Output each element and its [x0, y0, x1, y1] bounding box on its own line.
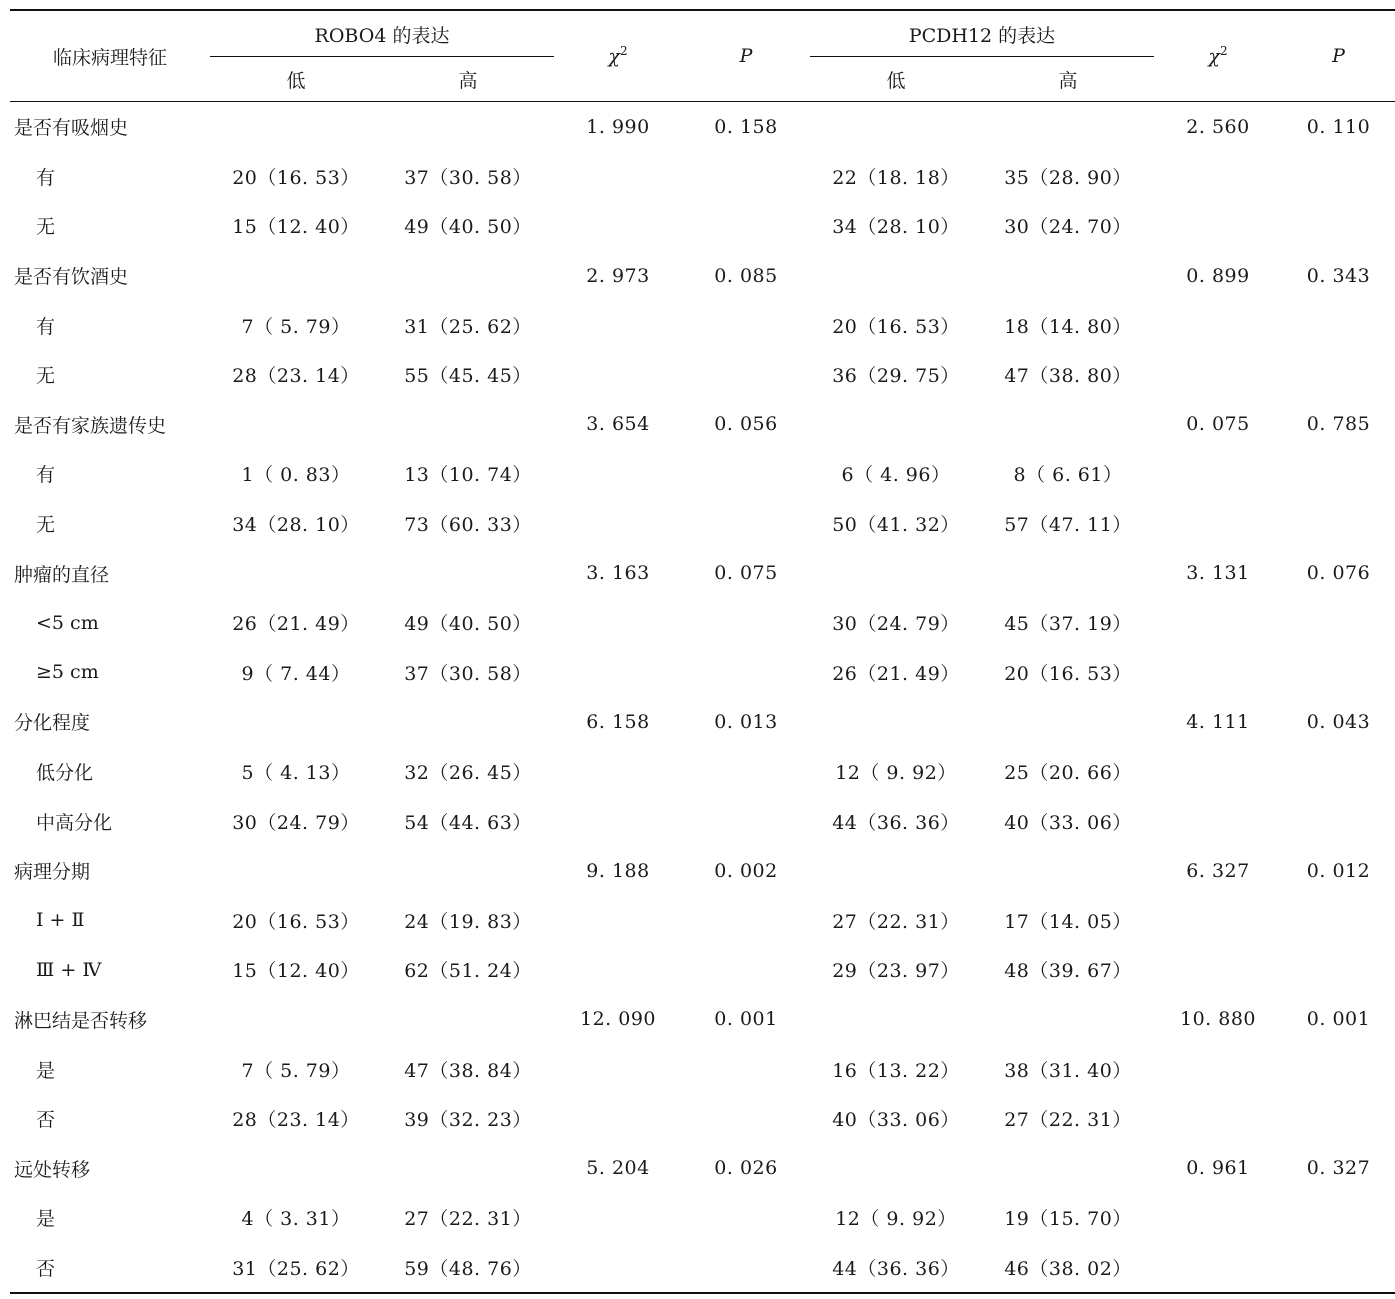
robo4-p-cell — [682, 1243, 810, 1294]
robo4-chi-cell: 12. 090 — [579, 1008, 657, 1031]
pcdh12-low-cell: 6（ 4. 96） — [841, 464, 951, 487]
robo4-chi-cell — [554, 300, 682, 350]
robo4-chi-cell — [554, 1094, 682, 1144]
pcdh12-low-cell: 44（36. 36） — [832, 1257, 960, 1280]
robo4-p-cell — [682, 350, 810, 400]
pcdh12-low-cell: 12（ 9. 92） — [835, 762, 957, 785]
pcdh12-high-cell — [982, 102, 1154, 152]
robo4-high-cell: 13（10. 74） — [404, 464, 532, 487]
robo4-high-cell: 31（25. 62） — [404, 315, 532, 338]
robo4-p-cell — [682, 152, 810, 202]
robo4-low-cell — [210, 697, 382, 747]
robo4-high-cell — [382, 102, 554, 152]
pcdh12-chi-cell — [1154, 201, 1282, 251]
pcdh12-chi-cell — [1154, 350, 1282, 400]
robo4-chi-cell: 6. 158 — [586, 710, 650, 733]
pcdh12-chi-cell: 0. 899 — [1186, 264, 1250, 287]
pcdh12-chi-cell: 10. 880 — [1179, 1008, 1257, 1031]
row-label: 有 — [36, 315, 56, 338]
pcdh12-low-cell: 16（13. 22） — [832, 1059, 960, 1082]
pcdh12-chi-cell — [1154, 300, 1282, 350]
table-header — [10, 10, 1395, 102]
table-row — [10, 251, 1395, 301]
row-label: 低分化 — [36, 762, 94, 785]
header-robo4-rule — [210, 56, 554, 57]
robo4-low-cell: 20（16. 53） — [232, 910, 360, 933]
table-row — [10, 945, 1395, 995]
robo4-chi-cell — [554, 747, 682, 797]
robo4-high-cell: 49（40. 50） — [404, 216, 532, 239]
pcdh12-chi-cell — [1154, 796, 1282, 846]
row-label: <5 cm — [36, 611, 99, 634]
row-label: 有 — [36, 166, 56, 189]
row-label: 是否有吸烟史 — [14, 117, 129, 140]
pcdh12-high-cell: 20（16. 53） — [1004, 662, 1132, 685]
table-row — [10, 995, 1395, 1045]
robo4-high-cell: 37（30. 58） — [404, 166, 532, 189]
pcdh12-chi-cell — [1154, 747, 1282, 797]
pcdh12-p-cell — [1282, 598, 1395, 648]
pcdh12-low-cell — [810, 102, 982, 152]
pcdh12-high-cell: 57（47. 11） — [1004, 514, 1132, 537]
pcdh12-low-cell: 26（21. 49） — [832, 662, 960, 685]
header-chi2-sup: 2 — [1219, 44, 1228, 59]
robo4-high-cell: 49（40. 50） — [404, 613, 532, 636]
robo4-low-cell: 7（ 5. 79） — [241, 1059, 351, 1082]
robo4-p-cell: 0. 085 — [714, 264, 778, 287]
row-label: 中高分化 — [36, 811, 113, 834]
pcdh12-high-cell — [982, 251, 1154, 301]
pcdh12-p-cell — [1282, 796, 1395, 846]
pcdh12-low-cell: 12（ 9. 92） — [835, 1208, 957, 1231]
row-label: 有 — [36, 464, 56, 487]
row-label: 分化程度 — [14, 712, 91, 735]
table-row — [10, 152, 1395, 202]
pcdh12-high-cell — [982, 846, 1154, 896]
pcdh12-chi-cell — [1154, 896, 1282, 946]
table-row — [10, 747, 1395, 797]
header-robo4-label: ROBO4 的表达 — [314, 24, 450, 47]
robo4-low-cell: 4（ 3. 31） — [241, 1208, 351, 1231]
robo4-chi-cell — [554, 350, 682, 400]
pcdh12-low-cell: 50（41. 32） — [832, 514, 960, 537]
robo4-p-cell: 0. 013 — [714, 710, 778, 733]
row-label: ≥5 cm — [36, 661, 99, 684]
robo4-p-cell — [682, 1094, 810, 1144]
pcdh12-high-cell: 19（15. 70） — [1004, 1208, 1132, 1231]
table-row — [10, 102, 1395, 152]
pcdh12-high-cell: 25（20. 66） — [1004, 762, 1132, 785]
pcdh12-low-cell — [810, 548, 982, 598]
robo4-high-cell — [382, 251, 554, 301]
robo4-p-cell — [682, 1044, 810, 1094]
pcdh12-low-cell: 29（23. 97） — [832, 960, 960, 983]
robo4-low-cell — [210, 1143, 382, 1193]
robo4-p-cell — [682, 449, 810, 499]
header-p2 — [1282, 10, 1395, 102]
pcdh12-high-cell: 38（31. 40） — [1004, 1059, 1132, 1082]
pcdh12-low-cell — [810, 1143, 982, 1193]
robo4-high-cell: 24（19. 83） — [404, 910, 532, 933]
robo4-high-cell: 32（26. 45） — [404, 762, 532, 785]
table-row — [10, 400, 1395, 450]
robo4-p-cell — [682, 201, 810, 251]
pcdh12-p-cell — [1282, 1193, 1395, 1243]
pcdh12-low-cell: 30（24. 79） — [832, 613, 960, 636]
robo4-chi-cell — [554, 1243, 682, 1294]
clinical-table — [10, 9, 1395, 1294]
robo4-chi-cell: 1. 990 — [586, 115, 650, 138]
table-row — [10, 350, 1395, 400]
pcdh12-chi-cell — [1154, 945, 1282, 995]
pcdh12-low-cell — [810, 995, 982, 1045]
header-p1-label: P — [739, 45, 753, 67]
robo4-high-cell: 54（44. 63） — [404, 811, 532, 834]
robo4-low-cell — [210, 400, 382, 450]
robo4-low-cell — [210, 548, 382, 598]
row-label: 淋巴结是否转移 — [14, 1009, 148, 1032]
pcdh12-high-cell: 48（39. 67） — [1004, 960, 1132, 983]
pcdh12-p-cell — [1282, 747, 1395, 797]
pcdh12-low-cell: 20（16. 53） — [832, 315, 960, 338]
pcdh12-low-cell: 40（33. 06） — [832, 1109, 960, 1132]
robo4-low-cell — [210, 846, 382, 896]
robo4-high-cell — [382, 995, 554, 1045]
pcdh12-p-cell — [1282, 1044, 1395, 1094]
pcdh12-high-cell: 30（24. 70） — [1004, 216, 1132, 239]
table-row — [10, 201, 1395, 251]
pcdh12-chi-cell: 0. 075 — [1186, 413, 1250, 436]
table-row — [10, 896, 1395, 946]
header-pcdh12-rule — [810, 56, 1154, 57]
pcdh12-p-cell: 0. 043 — [1306, 710, 1371, 733]
robo4-p-cell: 0. 056 — [714, 413, 778, 436]
robo4-chi-cell — [554, 896, 682, 946]
robo4-low-cell: 15（12. 40） — [232, 216, 360, 239]
pcdh12-chi-cell — [1154, 648, 1282, 698]
table-row — [10, 1094, 1395, 1144]
pcdh12-high-cell: 47（38. 80） — [1004, 365, 1132, 388]
table-row — [10, 300, 1395, 350]
robo4-p-cell — [682, 598, 810, 648]
robo4-p-cell — [682, 300, 810, 350]
robo4-low-cell: 30（24. 79） — [232, 811, 360, 834]
header-pcdh12 — [810, 10, 1154, 57]
header-p1 — [682, 10, 810, 102]
pcdh12-low-cell — [810, 697, 982, 747]
pcdh12-p-cell — [1282, 152, 1395, 202]
pcdh12-p-cell — [1282, 449, 1395, 499]
robo4-p-cell: 0. 158 — [714, 115, 778, 138]
pcdh12-p-cell — [1282, 499, 1395, 549]
robo4-p-cell — [682, 1193, 810, 1243]
pcdh12-p-cell — [1282, 350, 1395, 400]
robo4-low-cell — [210, 102, 382, 152]
header-p2-label: P — [1332, 45, 1345, 67]
pcdh12-chi-cell — [1154, 598, 1282, 648]
header-chi2-symbol: χ — [1208, 45, 1220, 68]
pcdh12-p-cell — [1282, 300, 1395, 350]
robo4-high-cell — [382, 1143, 554, 1193]
header-robo4-high: 高 — [458, 69, 478, 92]
robo4-p-cell — [682, 896, 810, 946]
pcdh12-low-cell: 34（28. 10） — [832, 216, 960, 239]
robo4-chi-cell — [554, 499, 682, 549]
pcdh12-p-cell: 0. 001 — [1306, 1008, 1371, 1031]
header-robo4 — [210, 10, 554, 57]
header-chi1-symbol: χ — [608, 45, 620, 68]
header-robo4-low: 低 — [286, 69, 306, 92]
robo4-chi-cell: 2. 973 — [586, 264, 650, 287]
pcdh12-p-cell: 0. 076 — [1306, 562, 1371, 585]
pcdh12-p-cell — [1282, 1094, 1395, 1144]
pcdh12-high-cell — [982, 548, 1154, 598]
pcdh12-high-cell — [982, 697, 1154, 747]
pcdh12-high-cell: 45（37. 19） — [1004, 613, 1132, 636]
pcdh12-p-cell: 0. 327 — [1306, 1157, 1371, 1180]
row-label: 病理分期 — [14, 861, 91, 884]
pcdh12-high-cell: 35（28. 90） — [1004, 166, 1132, 189]
robo4-high-cell: 55（45. 45） — [404, 365, 532, 388]
row-label: 是否有饮酒史 — [14, 266, 129, 289]
table-row — [10, 1044, 1395, 1094]
robo4-chi-cell: 3. 654 — [586, 413, 650, 436]
robo4-high-cell — [382, 548, 554, 598]
robo4-high-cell: 39（32. 23） — [404, 1109, 532, 1132]
pcdh12-chi-cell — [1154, 499, 1282, 549]
pcdh12-low-cell: 22（18. 18） — [832, 166, 960, 189]
robo4-high-cell — [382, 697, 554, 747]
robo4-low-cell: 5（ 4. 13） — [241, 762, 351, 785]
robo4-high-cell — [382, 400, 554, 450]
table-row — [10, 697, 1395, 747]
robo4-low-cell — [210, 995, 382, 1045]
pcdh12-chi-cell — [1154, 1193, 1282, 1243]
row-label: 是否有家族遗传史 — [14, 414, 167, 437]
pcdh12-low-cell — [810, 251, 982, 301]
pcdh12-chi-cell: 6. 327 — [1186, 859, 1250, 882]
robo4-chi-cell: 9. 188 — [586, 859, 650, 882]
pcdh12-low-cell — [810, 846, 982, 896]
row-label: Ⅲ + Ⅳ — [36, 958, 102, 981]
row-label: 否 — [36, 1109, 56, 1132]
row-label: Ⅰ + Ⅱ — [36, 909, 85, 932]
pcdh12-chi-cell — [1154, 1094, 1282, 1144]
table-row — [10, 846, 1395, 896]
pcdh12-high-cell: 27（22. 31） — [1004, 1109, 1132, 1132]
robo4-high-cell: 27（22. 31） — [404, 1208, 532, 1231]
robo4-chi-cell — [554, 1044, 682, 1094]
pcdh12-p-cell — [1282, 1243, 1395, 1294]
robo4-chi-cell — [554, 449, 682, 499]
pcdh12-high-cell: 18（14. 80） — [1004, 315, 1132, 338]
pcdh12-high-cell — [982, 1143, 1154, 1193]
robo4-p-cell — [682, 796, 810, 846]
robo4-chi-cell: 5. 204 — [586, 1157, 650, 1180]
robo4-low-cell — [210, 251, 382, 301]
table-row — [10, 648, 1395, 698]
row-label: 是 — [36, 1208, 56, 1231]
robo4-high-cell: 37（30. 58） — [404, 662, 532, 685]
robo4-low-cell: 34（28. 10） — [232, 514, 360, 537]
robo4-high-cell: 73（60. 33） — [404, 514, 532, 537]
pcdh12-p-cell — [1282, 648, 1395, 698]
robo4-chi-cell — [554, 152, 682, 202]
robo4-chi-cell — [554, 796, 682, 846]
table-row — [10, 449, 1395, 499]
row-label: 远处转移 — [14, 1158, 91, 1181]
robo4-chi-cell — [554, 945, 682, 995]
pcdh12-p-cell — [1282, 945, 1395, 995]
table-row — [10, 1143, 1395, 1193]
pcdh12-high-cell: 40（33. 06） — [1004, 811, 1132, 834]
table-row — [10, 499, 1395, 549]
header-feature: 临床病理特征 — [52, 46, 167, 69]
table-row — [10, 1193, 1395, 1243]
robo4-p-cell: 0. 002 — [714, 859, 778, 882]
robo4-chi-cell — [554, 1193, 682, 1243]
row-label: 是 — [36, 1059, 56, 1082]
pcdh12-p-cell: 0. 343 — [1306, 264, 1371, 287]
table-row — [10, 1243, 1395, 1294]
robo4-chi-cell: 3. 163 — [586, 562, 650, 585]
robo4-high-cell: 62（51. 24） — [404, 960, 532, 983]
pcdh12-chi-cell — [1154, 1044, 1282, 1094]
table-row — [10, 796, 1395, 846]
robo4-chi-cell — [554, 648, 682, 698]
pcdh12-chi-cell: 4. 111 — [1186, 710, 1250, 733]
robo4-high-cell — [382, 846, 554, 896]
row-label: 肿瘤的直径 — [14, 563, 110, 586]
robo4-p-cell: 0. 026 — [714, 1157, 778, 1180]
table-row — [10, 598, 1395, 648]
pcdh12-chi-cell: 2. 560 — [1186, 115, 1250, 138]
robo4-chi-cell — [554, 598, 682, 648]
robo4-p-cell — [682, 747, 810, 797]
pcdh12-low-cell — [810, 400, 982, 450]
pcdh12-p-cell: 0. 012 — [1306, 859, 1371, 882]
robo4-low-cell: 9（ 7. 44） — [241, 662, 351, 685]
header-pcdh12-low: 低 — [886, 69, 906, 92]
header-pcdh12-label: PCDH12 的表达 — [908, 24, 1056, 47]
robo4-low-cell: 28（23. 14） — [232, 365, 360, 388]
pcdh12-low-cell: 36（29. 75） — [832, 365, 960, 388]
pcdh12-high-cell — [982, 400, 1154, 450]
table-row — [10, 548, 1395, 598]
pcdh12-chi-cell: 3. 131 — [1186, 562, 1250, 585]
header-chi2 — [1154, 10, 1282, 102]
pcdh12-low-cell: 27（22. 31） — [832, 910, 960, 933]
row-label: 无 — [36, 365, 56, 388]
pcdh12-p-cell: 0. 110 — [1306, 115, 1371, 138]
pcdh12-chi-cell — [1154, 1243, 1282, 1294]
pcdh12-high-cell: 46（38. 02） — [1004, 1257, 1132, 1280]
pcdh12-chi-cell: 0. 961 — [1186, 1157, 1250, 1180]
pcdh12-p-cell — [1282, 201, 1395, 251]
header-chi1-sup: 2 — [619, 44, 628, 59]
robo4-high-cell: 47（38. 84） — [404, 1059, 532, 1082]
pcdh12-chi-cell — [1154, 449, 1282, 499]
robo4-chi-cell — [554, 201, 682, 251]
robo4-p-cell — [682, 945, 810, 995]
pcdh12-low-cell: 44（36. 36） — [832, 811, 960, 834]
pcdh12-p-cell — [1282, 896, 1395, 946]
robo4-low-cell: 31（25. 62） — [232, 1257, 360, 1280]
robo4-p-cell — [682, 499, 810, 549]
pcdh12-high-cell: 17（14. 05） — [1004, 910, 1132, 933]
table-body — [10, 102, 1395, 1294]
robo4-low-cell: 15（12. 40） — [232, 960, 360, 983]
header-chi1 — [554, 10, 682, 102]
pcdh12-chi-cell — [1154, 152, 1282, 202]
pcdh12-p-cell: 0. 785 — [1306, 413, 1371, 436]
robo4-p-cell: 0. 075 — [714, 562, 778, 585]
robo4-low-cell: 20（16. 53） — [232, 166, 360, 189]
robo4-low-cell: 26（21. 49） — [232, 613, 360, 636]
robo4-high-cell: 59（48. 76） — [404, 1257, 532, 1280]
header-pcdh12-high: 高 — [1058, 69, 1078, 92]
row-label: 否 — [36, 1257, 56, 1280]
robo4-p-cell: 0. 001 — [714, 1008, 778, 1031]
pcdh12-high-cell — [982, 995, 1154, 1045]
row-label: 无 — [36, 514, 56, 537]
robo4-p-cell — [682, 648, 810, 698]
robo4-low-cell: 7（ 5. 79） — [241, 315, 351, 338]
robo4-low-cell: 28（23. 14） — [232, 1109, 360, 1132]
row-label: 无 — [36, 216, 56, 239]
pcdh12-high-cell: 8（ 6. 61） — [1013, 464, 1123, 487]
robo4-low-cell: 1（ 0. 83） — [241, 464, 351, 487]
